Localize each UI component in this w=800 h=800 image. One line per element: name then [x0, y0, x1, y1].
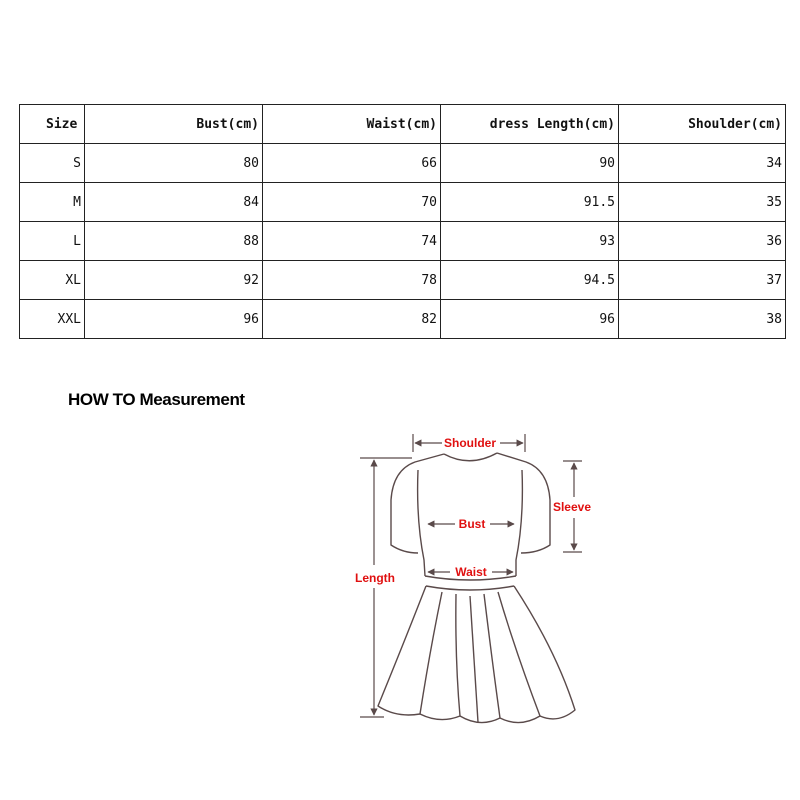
cell-dress-length: 94.5: [441, 261, 619, 300]
cell-size: XXL: [20, 300, 85, 339]
cell-dress-length: 93: [441, 222, 619, 261]
cell-dress-length: 90: [441, 144, 619, 183]
cell-size: L: [20, 222, 85, 261]
cell-waist: 78: [263, 261, 441, 300]
skirt-pleat: [420, 592, 442, 714]
column-header-bust: Bust(cm): [85, 105, 263, 144]
label-sleeve: Sleeve: [552, 500, 592, 514]
skirt-pleat: [484, 594, 500, 718]
column-header-shoulder: Shoulder(cm): [619, 105, 786, 144]
bodice-right: [516, 470, 522, 576]
column-header-waist: Waist(cm): [263, 105, 441, 144]
cell-bust: 88: [85, 222, 263, 261]
dress-outline: [378, 453, 575, 723]
cell-shoulder: 38: [619, 300, 786, 339]
cell-shoulder: 34: [619, 144, 786, 183]
label-waist: Waist: [455, 565, 487, 579]
cell-waist: 70: [263, 183, 441, 222]
waistband-bottom: [426, 586, 514, 590]
label-shoulder: Shoulder: [443, 436, 497, 450]
measurement-heading: HOW TO Measurement: [68, 390, 245, 409]
cell-size: S: [20, 144, 85, 183]
column-header-size: Size: [20, 105, 85, 144]
bodice-left: [418, 470, 425, 576]
label-length: Length: [355, 571, 395, 585]
cell-shoulder: 37: [619, 261, 786, 300]
column-header-dress-length: dress Length(cm): [441, 105, 619, 144]
cell-shoulder: 35: [619, 183, 786, 222]
cell-bust: 80: [85, 144, 263, 183]
cell-dress-length: 91.5: [441, 183, 619, 222]
skirt-pleat: [498, 592, 540, 716]
cell-size: XL: [20, 261, 85, 300]
cell-waist: 66: [263, 144, 441, 183]
cell-bust: 92: [85, 261, 263, 300]
cell-dress-length: 96: [441, 300, 619, 339]
cell-waist: 74: [263, 222, 441, 261]
skirt-pleat: [470, 596, 478, 722]
cell-shoulder: 36: [619, 222, 786, 261]
cell-size: M: [20, 183, 85, 222]
cell-bust: 84: [85, 183, 263, 222]
label-bust: Bust: [458, 517, 486, 531]
cell-bust: 96: [85, 300, 263, 339]
skirt-pleat: [456, 594, 460, 716]
neckline: [444, 453, 497, 461]
cell-waist: 82: [263, 300, 441, 339]
right-sleeve: [497, 453, 550, 553]
